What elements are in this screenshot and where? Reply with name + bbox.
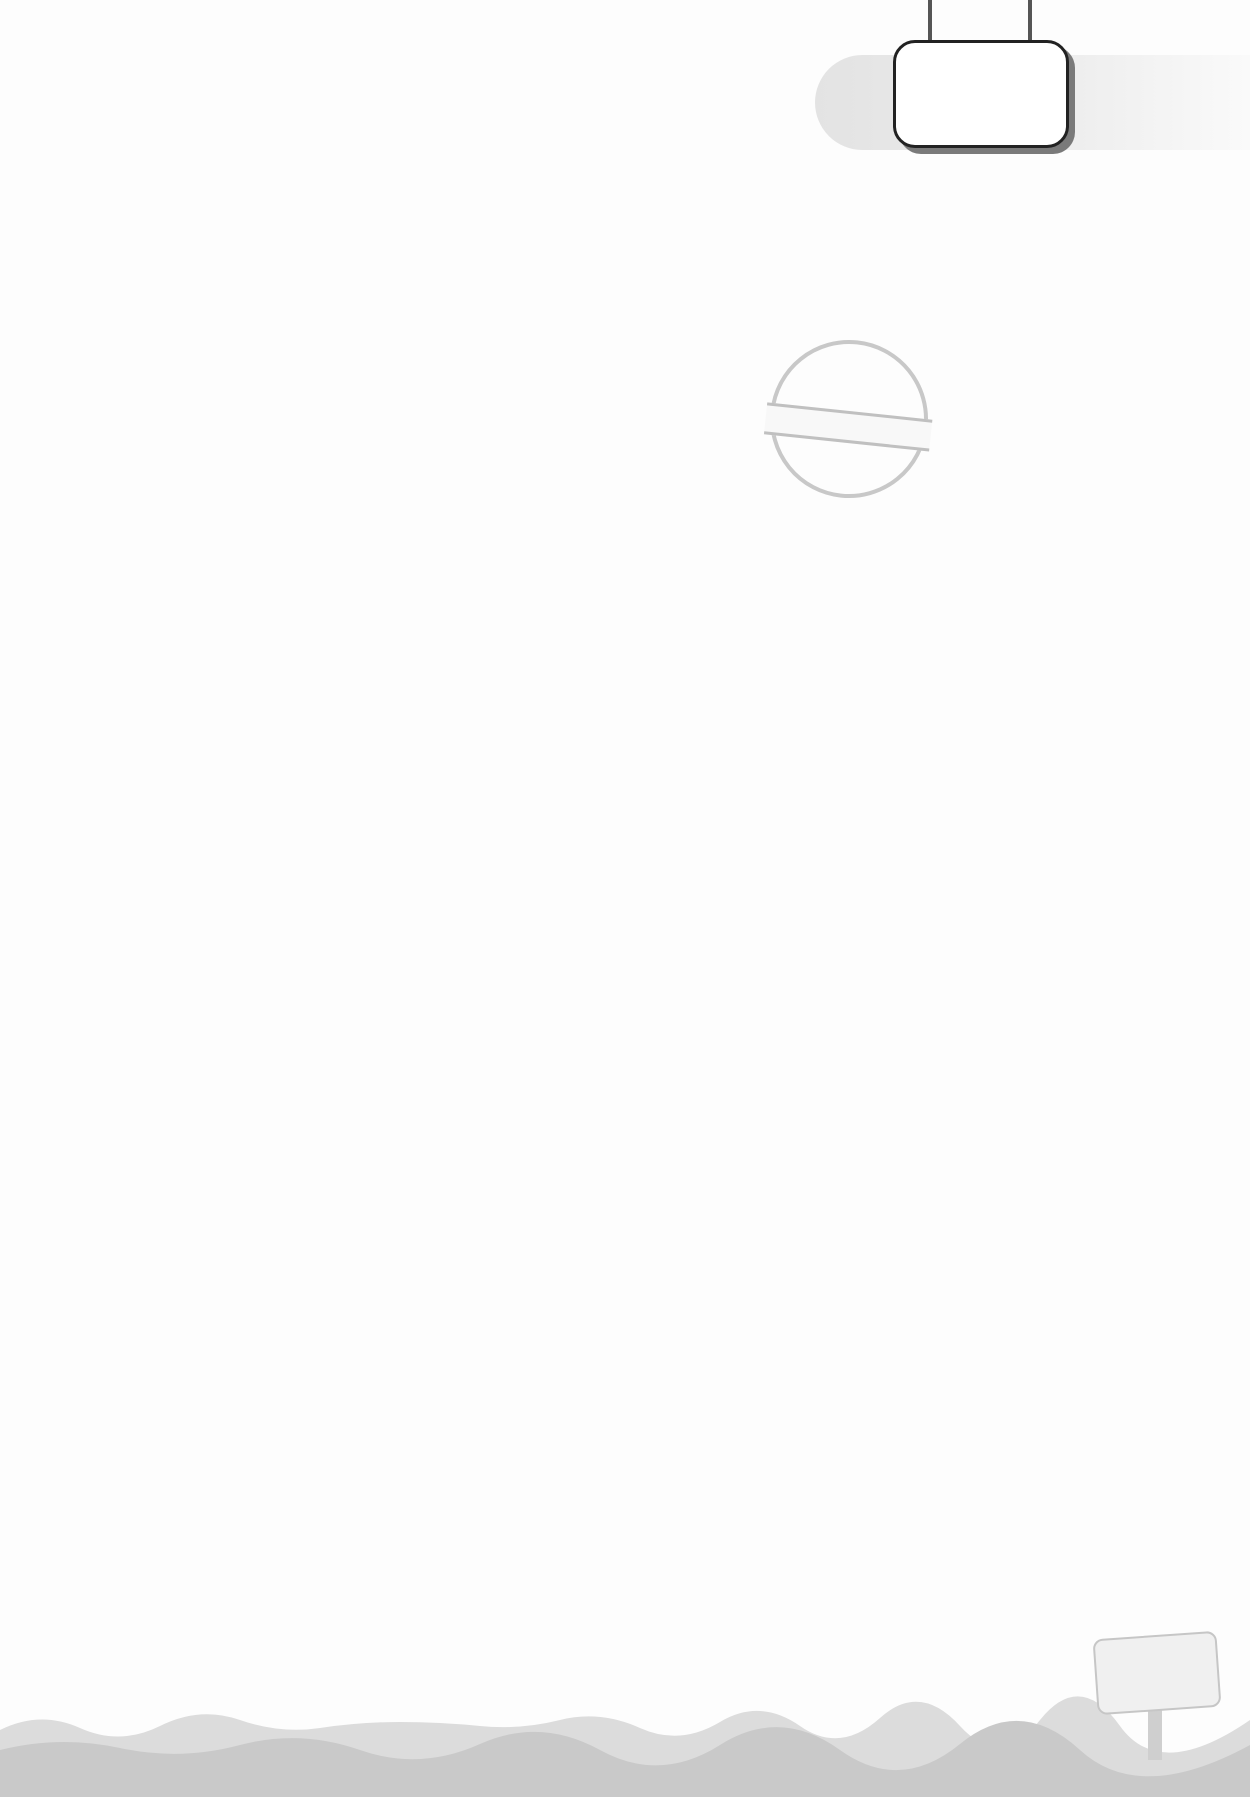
- answer-item: [291, 215, 303, 240]
- answer-line-appreciation-b: [215, 491, 291, 522]
- answer-item: [253, 494, 265, 519]
- answer-line-reading-a: [215, 212, 405, 243]
- answer-item: [215, 215, 227, 240]
- answer-item: [367, 215, 379, 240]
- page-number-sign: [1093, 1631, 1222, 1715]
- unit-title: [0, 656, 1250, 685]
- answer-item: [253, 215, 265, 240]
- stamp-top-text: [780, 358, 929, 374]
- answer-item: [215, 494, 227, 519]
- stamp-band-text: [764, 402, 932, 451]
- stamp-seal: [762, 332, 936, 506]
- answer-item: [329, 215, 341, 240]
- footer-wave-decoration: [0, 1690, 1250, 1797]
- answer-key-tag: [893, 40, 1069, 148]
